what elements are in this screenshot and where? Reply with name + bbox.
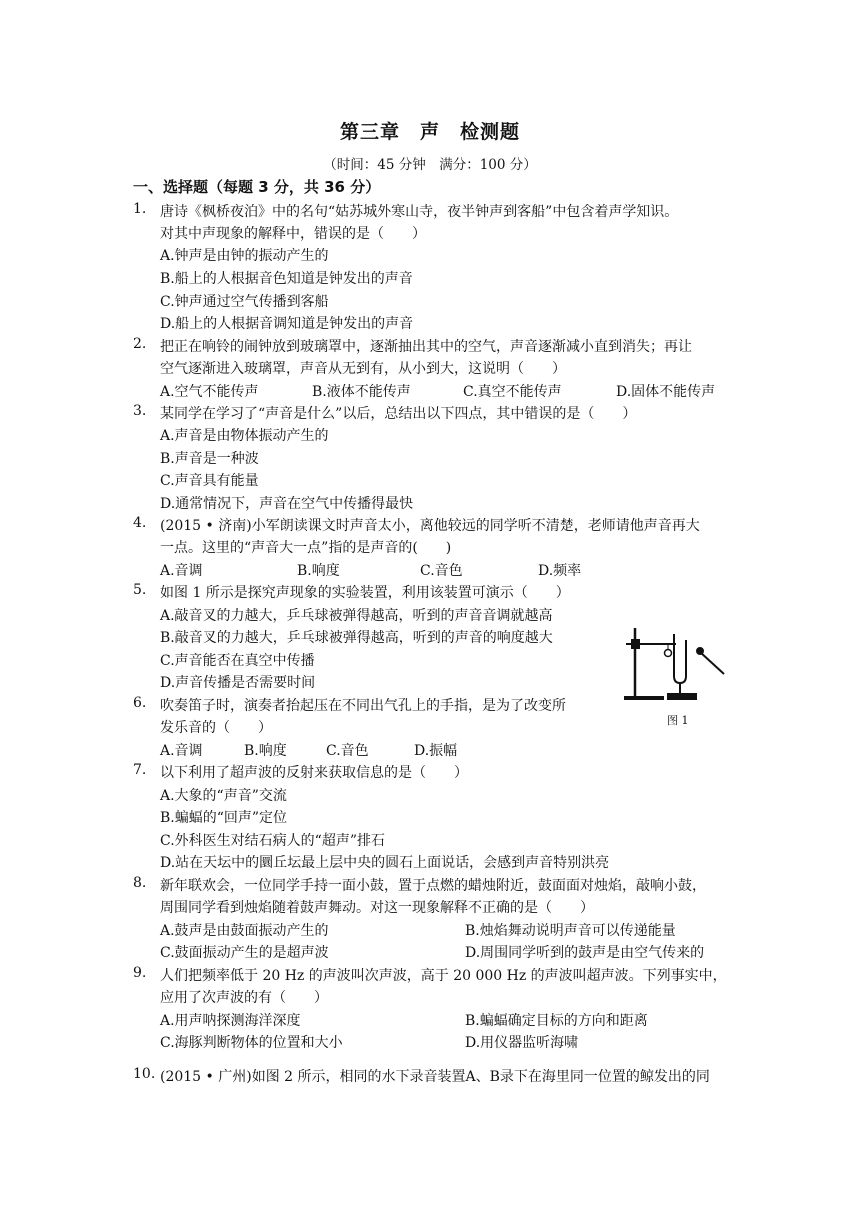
option-a: A.声音是由物体振动产生的	[160, 428, 329, 444]
option-d: D.声音传播是否需要时间	[160, 675, 316, 691]
question-text: 发乐音的（ ）	[160, 720, 272, 736]
question-text: 以下利用了超声波的反射来获取信息的是（ ）	[160, 765, 468, 781]
question-number: 6.	[133, 695, 147, 711]
exam-info: （时间：45 分钟 满分：100 分）	[323, 157, 537, 173]
resonance-box	[668, 694, 696, 699]
question-number: 8.	[133, 875, 147, 891]
option-a: A.大象的“声音”交流	[160, 788, 287, 804]
question-number: 3.	[133, 403, 147, 419]
option-c: C.声音具有能量	[160, 473, 259, 489]
question-text: 周围同学看到烛焰随着鼓声舞动。对这一现象解释不正确的是（ ）	[160, 900, 594, 916]
tuning-fork	[674, 634, 686, 683]
mallet-head	[697, 648, 703, 654]
option-a: A.鼓声是由鼓面振动产生的	[160, 923, 329, 939]
option-d: D.通常情况下，声音在空气中传播得最快	[160, 496, 414, 512]
option-d: D.船上的人根据音调知道是钟发出的声音	[160, 316, 414, 332]
question-number: 7.	[133, 762, 147, 778]
question-number: 9.	[133, 965, 147, 981]
option-c: C.外科医生对结石病人的“超声”排石	[160, 833, 385, 849]
option-a: A.敲音叉的力越大，乒乓球被弹得越高，听到的声音音调就越高	[160, 608, 553, 624]
option-d: D.固体不能传声	[616, 384, 716, 400]
page-title: 第三章 声 检测题	[339, 121, 520, 143]
option-a: A.音调	[160, 563, 203, 579]
figure-caption: 图 1	[667, 714, 689, 727]
mallet-handle	[700, 652, 724, 674]
option-b: B.声音是一种波	[160, 451, 259, 467]
question-text: 空气逐渐进入玻璃罩，声音从无到有，从小到大，这说明（ ）	[160, 361, 566, 377]
ping-pong-ball	[665, 650, 672, 657]
question-text: 把正在响铃的闹钟放到玻璃罩中，逐渐抽出其中的空气，声音逐渐减小直到消失；再让	[160, 339, 692, 355]
option-b: B.蝙蝠的“回声”定位	[160, 810, 288, 826]
option-c: C.声音能否在真空中传播	[160, 653, 315, 669]
question-number: 5.	[133, 582, 147, 598]
option-a: A.音调	[160, 743, 203, 759]
question-text: 唐诗《枫桥夜泊》中的名句“姑苏城外寒山寺，夜半钟声到客船”中包含着声学知识。	[160, 204, 679, 220]
question-text: 一点。这里的“声音大一点”指的是声音的( )	[160, 540, 452, 556]
option-c: C.钟声通过空气传播到客船	[160, 294, 329, 310]
option-c: C.音色	[420, 563, 463, 579]
question-number: 4.	[133, 515, 147, 531]
question-text: 新年联欢会，一位同学手持一面小鼓，置于点燃的蜡烛附近，鼓面面对烛焰，敲响小鼓，	[160, 878, 706, 894]
option-d: D.振幅	[414, 743, 458, 759]
question-text: 应用了次声波的有（ ）	[160, 990, 328, 1006]
option-b: B.船上的人根据音色知道是钟发出的声音	[160, 271, 413, 287]
option-a: A.用声呐探测海洋深度	[160, 1013, 301, 1029]
question-text: 对其中声现象的解释中，错误的是（ ）	[160, 226, 426, 242]
option-b: B.蝙蝠确定目标的方向和距离	[465, 1013, 648, 1029]
option-d: D.站在天坛中的圜丘坛最上层中央的圆石上面说话，会感到声音特别洪亮	[160, 855, 610, 871]
question-number: 1.	[133, 201, 147, 217]
question-text: 吹奏笛子时，演奏者抬起压在不同出气孔上的手指，是为了改变所	[160, 698, 566, 714]
option-b: B.响度	[297, 563, 340, 579]
option-a: A.空气不能传声	[160, 384, 259, 400]
option-c: C.海豚判断物体的位置和大小	[160, 1035, 343, 1051]
section-heading: 一、选择题（每题 3 分，共 36 分）	[133, 178, 381, 196]
question-number: 2.	[133, 336, 147, 352]
option-b: B.液体不能传声	[312, 384, 411, 400]
question-text: (2015 • 济南)小军朗读课文时声音太小，离他较远的同学听不清楚，老师请他声音再大	[160, 518, 700, 534]
question-text: (2015 • 广州)如图 2 所示，相同的水下录音装置A、B录下在海里同一位置的鲸发出的同	[160, 1069, 710, 1085]
question-text: 人们把频率低于 20 Hz 的声波叫次声波，高于 20 000 Hz 的声波叫超声波。下列事实中，	[160, 968, 727, 984]
option-d: D.周围同学听到的鼓声是由空气传来的	[465, 945, 705, 961]
option-c: C.真空不能传声	[463, 384, 562, 400]
option-d: D.频率	[538, 563, 582, 579]
option-c: C.音色	[326, 743, 369, 759]
question-text: 如图 1 所示是探究声现象的实验装置，利用该装置可演示（ ）	[160, 585, 570, 601]
option-a: A.钟声是由钟的振动产生的	[160, 248, 329, 264]
option-d: D.用仪器监听海啸	[465, 1035, 579, 1051]
question-number: 10.	[133, 1066, 156, 1082]
clamp	[632, 640, 639, 648]
question-text: 某同学在学习了“声音是什么”以后，总结出以下四点，其中错误的是（ ）	[160, 406, 637, 422]
option-b: B.烛焰舞动说明声音可以传递能量	[465, 923, 676, 939]
option-c: C.鼓面振动产生的是超声波	[160, 945, 329, 961]
option-b: B.敲音叉的力越大，乒乓球被弹得越高，听到的声音的响度越大	[160, 630, 553, 646]
option-b: B.响度	[244, 743, 287, 759]
